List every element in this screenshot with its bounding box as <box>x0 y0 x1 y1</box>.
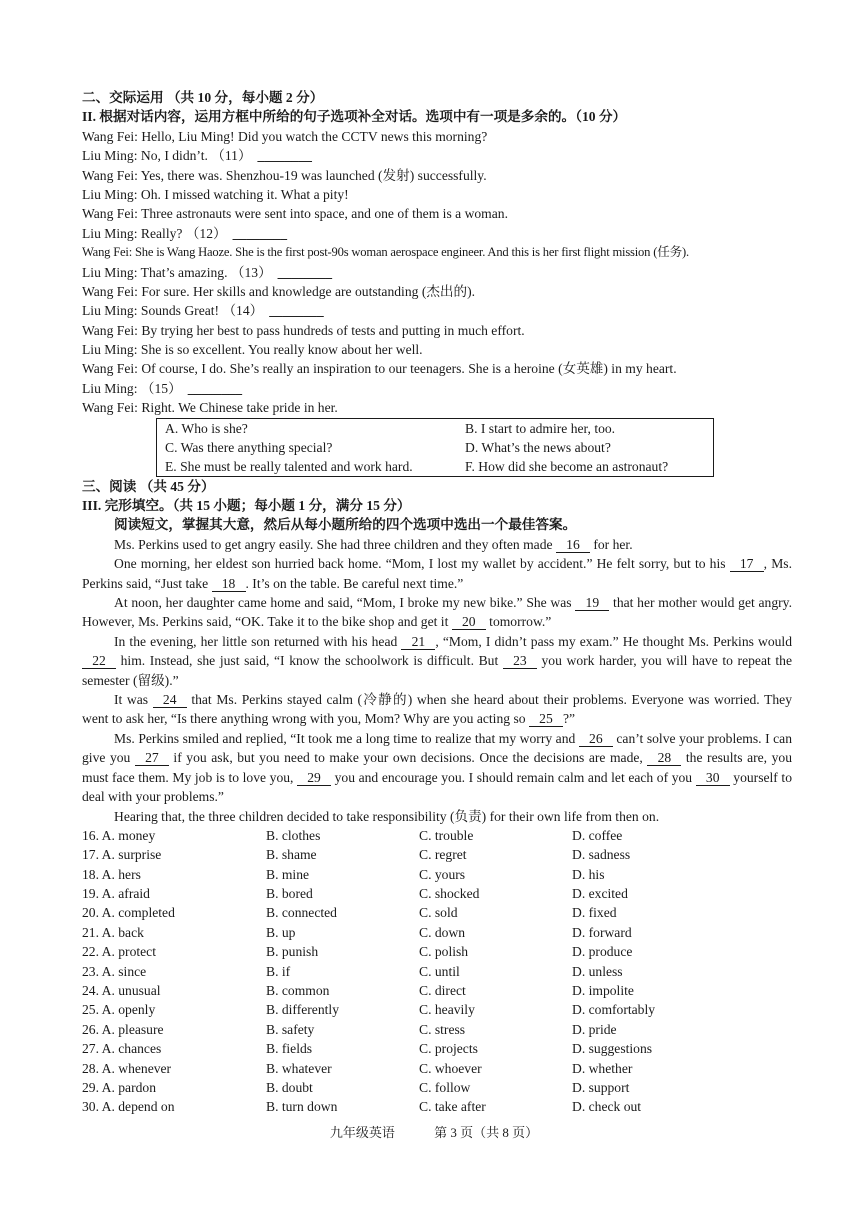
choice-option: 23. A. since <box>82 963 147 979</box>
dialogue-text: Liu Ming: Oh. I missed watching it. What a pity! <box>82 186 349 202</box>
choice-option: D. sadness <box>572 847 631 863</box>
choice-option: C. follow <box>419 1079 471 1095</box>
dialogue-line <box>82 301 792 320</box>
choice-option: B. if <box>266 963 291 979</box>
cloze-blank: 26 <box>579 731 613 747</box>
dialogue-text: Liu Ming: She is so excellent. You really know about her well. <box>82 342 423 358</box>
dialogue-text: Wang Fei: Hello, Liu Ming! Did you watch the CCTV news this morning? <box>82 128 488 144</box>
choice-option: 21. A. back <box>82 924 144 940</box>
dialogue-text: Wang Fei: Of course, I do. She’s really an inspiration to our teenagers. She is a heroine (女英雄) in my heart. <box>82 361 677 377</box>
choice-option: C. whoever <box>419 1060 482 1076</box>
choice-option: 16. A. money <box>82 827 156 843</box>
dialogue-line <box>82 379 792 398</box>
cloze-blank: 23 <box>503 653 537 669</box>
choice-option: D. his <box>572 866 605 882</box>
passage-paragraph: Ms. Perkins used to get angry easily. She had three children and they often made 16 for her. <box>114 536 633 552</box>
choice-option: B. bored <box>266 886 313 902</box>
choice-option: C. projects <box>419 1041 478 1057</box>
cloze-passage <box>82 535 792 826</box>
cloze-blank: 19 <box>575 595 609 611</box>
choice-option: 19. A. afraid <box>82 886 150 902</box>
choice-option: B. common <box>266 983 330 999</box>
cloze-blank: 20 <box>452 614 486 630</box>
choice-option: 17. A. surprise <box>82 847 162 863</box>
options-box <box>156 418 714 477</box>
dialogue-line <box>82 398 792 417</box>
choice-option: B. turn down <box>266 1099 338 1115</box>
choice-option: 28. A. whenever <box>82 1060 172 1076</box>
choice-option: D. impolite <box>572 983 634 999</box>
choice-option: B. safety <box>266 1021 315 1037</box>
choice-option: D. unless <box>572 963 623 979</box>
dialogue-text: Liu Ming: That’s amazing. （13） <box>82 264 272 280</box>
options-row <box>157 457 713 476</box>
choice-option: B. connected <box>266 905 337 921</box>
dialogue-line <box>82 359 792 378</box>
dialogue-line <box>82 282 792 301</box>
choice-row <box>82 1059 792 1078</box>
section3-subinstruction: 阅读短文，掌握其大意，然后从每小题所给的四个选项中选出一个最佳答案。 <box>114 517 577 533</box>
choice-option: D. comfortably <box>572 1002 656 1018</box>
choice-option: B. clothes <box>266 827 321 843</box>
dialogue <box>82 127 792 418</box>
choice-option: D. pride <box>572 1021 617 1037</box>
option-item: E. She must be really talented and work hard. <box>165 458 413 474</box>
passage-paragraph: In the evening, her little son returned with his head 21 , “Mom, I didn’t pass my exam.” He thought Ms. Perkins would 22 him. Instead, she just said, “I know the schoolwork is difficult. But 23 you work harder, you will have to repeat the semester (留级).” <box>82 633 792 688</box>
choice-option: 29. A. pardon <box>82 1079 157 1095</box>
options-row <box>157 419 713 438</box>
page-footer <box>0 1122 868 1141</box>
choice-option: B. fields <box>266 1041 313 1057</box>
choice-option: D. check out <box>572 1099 642 1115</box>
choice-option: C. take after <box>419 1099 486 1115</box>
choice-option: D. suggestions <box>572 1041 653 1057</box>
cloze-blank: 22 <box>82 653 116 669</box>
answer-blank: ________ <box>187 380 243 396</box>
dialogue-line <box>82 321 792 340</box>
cloze-blank: 28 <box>647 750 681 766</box>
dialogue-line <box>82 146 792 165</box>
choice-option: C. sold <box>419 905 458 921</box>
choice-option: 18. A. hers <box>82 866 141 882</box>
choice-option: B. punish <box>266 944 319 960</box>
choice-option: 26. A. pleasure <box>82 1021 164 1037</box>
dialogue-line <box>82 243 792 262</box>
choice-row <box>82 826 792 845</box>
cloze-blank: 21 <box>401 634 435 650</box>
dialogue-text: Wang Fei: For sure. Her skills and knowledge are outstanding (杰出的). <box>82 283 476 299</box>
choice-option: B. up <box>266 924 296 940</box>
footer-subject: 九年级英语 <box>329 1125 395 1140</box>
dialogue-line <box>82 185 792 204</box>
cloze-blank: 25 <box>529 711 563 727</box>
section3-instruction: III. 完形填空。（共 15 小题；每小题 1 分，满分 15 分） <box>82 498 411 514</box>
choice-row <box>82 1097 792 1116</box>
dialogue-line <box>82 204 792 223</box>
cloze-blank: 27 <box>135 750 169 766</box>
passage-paragraph: It was 24 that Ms. Perkins stayed calm (冷静的) when she heard about their problems. Everyone was worried. They went to ask her, “Is there anything wrong with you, Mom? Why are you acting so 25 ?” <box>82 692 792 727</box>
exam-page <box>82 88 792 1117</box>
choice-option: B. doubt <box>266 1079 313 1095</box>
cloze-blank: 24 <box>153 692 187 708</box>
choice-option: C. heavily <box>419 1002 475 1018</box>
choice-option: C. down <box>419 924 466 940</box>
dialogue-text: Wang Fei: She is Wang Haoze. She is the first post-90s woman aerospace engineer. And this is her first flight mission (任务). <box>82 245 689 260</box>
dialogue-text: Liu Ming: No, I didn’t. （11） <box>82 148 252 164</box>
passage-paragraph: Hearing that, the three children decided to take responsibility (负责) for their own life from then on. <box>114 808 660 824</box>
cloze-blank: 18 <box>212 576 246 592</box>
choice-option: 24. A. unusual <box>82 983 161 999</box>
cloze-blank: 17 <box>730 556 764 572</box>
choice-option: C. direct <box>419 983 466 999</box>
choice-option: C. yours <box>419 866 466 882</box>
choice-option: D. coffee <box>572 827 623 843</box>
choice-row <box>82 845 792 864</box>
dialogue-line <box>82 166 792 185</box>
dialogue-text: Wang Fei: Right. We Chinese take pride in her. <box>82 400 338 416</box>
choice-row <box>82 865 792 884</box>
cloze-blank: 30 <box>696 770 730 786</box>
choice-row <box>82 903 792 922</box>
choice-option: D. forward <box>572 924 632 940</box>
choice-option: C. stress <box>419 1021 466 1037</box>
choice-option: 20. A. completed <box>82 905 175 921</box>
dialogue-text: Wang Fei: Yes, there was. Shenzhou-19 was launched (发射) successfully. <box>82 167 487 183</box>
choice-option: B. whatever <box>266 1060 332 1076</box>
dialogue-text: Wang Fei: By trying her best to pass hundreds of tests and putting in much effort. <box>82 322 525 338</box>
choice-option: 22. A. protect <box>82 944 156 960</box>
choice-option: 25. A. openly <box>82 1002 156 1018</box>
option-item: D. What’s the news about? <box>465 439 611 455</box>
dialogue-line <box>82 224 792 243</box>
choice-option: D. whether <box>572 1060 633 1076</box>
options-row <box>157 438 713 457</box>
choice-option: D. produce <box>572 944 633 960</box>
dialogue-text: Liu Ming: Really? （12） <box>82 225 227 241</box>
dialogue-text: Wang Fei: Three astronauts were sent into space, and one of them is a woman. <box>82 206 508 222</box>
choice-option: 30. A. depend on <box>82 1099 175 1115</box>
section2-heading: 二、交际运用 （共 10 分，每小题 2 分） <box>82 90 324 105</box>
cloze-blank: 16 <box>556 537 590 553</box>
passage-paragraph: Ms. Perkins smiled and replied, “It took me a long time to realize that my worry and 26 can’t solve your problems. I can give you 27 if you ask, but you need to make your own decisions. Once the decisions are made, 28 the results are, you must face them. My job is to love you, 29 you and encourage you. I should remain calm and let each of you 30 yourself to deal with your problems.” <box>82 730 793 805</box>
choices-list <box>82 826 792 1117</box>
choice-option: D. excited <box>572 886 628 902</box>
choice-option: B. mine <box>266 866 310 882</box>
choice-option: C. polish <box>419 944 469 960</box>
dialogue-line <box>82 340 792 359</box>
choice-row <box>82 962 792 981</box>
choice-option: C. regret <box>419 847 467 863</box>
choice-row <box>82 1078 792 1097</box>
option-item: F. How did she become an astronaut? <box>465 458 669 474</box>
choice-row <box>82 981 792 1000</box>
choice-row <box>82 884 792 903</box>
dialogue-line <box>82 263 792 282</box>
choice-option: D. support <box>572 1079 630 1095</box>
dialogue-text: Liu Ming: Sounds Great! （14） <box>82 303 264 319</box>
choice-row <box>82 1039 792 1058</box>
choice-option: C. shocked <box>419 886 480 902</box>
cloze-blank: 29 <box>297 770 331 786</box>
passage-paragraph: One morning, her eldest son hurried back home. “Mom, I lost my wallet by accident.” He felt sorry, but to his 17 , Ms. Perkins said, “Just take 18 . It’s on the table. Be careful next time.” <box>82 556 792 591</box>
answer-blank: ________ <box>232 225 287 241</box>
answer-blank: ________ <box>277 264 333 280</box>
choice-row <box>82 923 792 942</box>
choice-option: B. differently <box>266 1002 339 1018</box>
dialogue-line <box>82 127 792 146</box>
dialogue-text: Liu Ming: （15） <box>82 380 182 396</box>
option-item: A. Who is she? <box>165 420 248 436</box>
choice-option: 27. A. chances <box>82 1041 162 1057</box>
footer-page-number: 第 3 页（共 8 页） <box>434 1125 539 1140</box>
choice-row <box>82 1020 792 1039</box>
answer-blank: ________ <box>269 303 324 319</box>
choice-option: D. fixed <box>572 905 617 921</box>
section3-heading: 三、阅读 （共 45 分） <box>82 478 215 494</box>
option-item: B. I start to admire her, too. <box>465 420 616 436</box>
choice-option: C. until <box>419 963 460 979</box>
answer-blank: ________ <box>257 148 312 164</box>
passage-paragraph: At noon, her daughter came home and said, “Mom, I broke my new bike.” She was 19 that her mother would get angry. However, Ms. Perkins said, “OK. Take it to the bike shop and get it 20 tomorrow.” <box>82 595 792 630</box>
choice-row <box>82 942 792 961</box>
choice-option: B. shame <box>266 847 317 863</box>
option-item: C. Was there anything special? <box>165 439 333 455</box>
choice-option: C. trouble <box>419 827 474 843</box>
choice-row <box>82 1000 792 1019</box>
section2-instruction: II. 根据对话内容，运用方框中所给的句子选项补全对话。选项中有一项是多余的。（10 分） <box>82 109 627 125</box>
